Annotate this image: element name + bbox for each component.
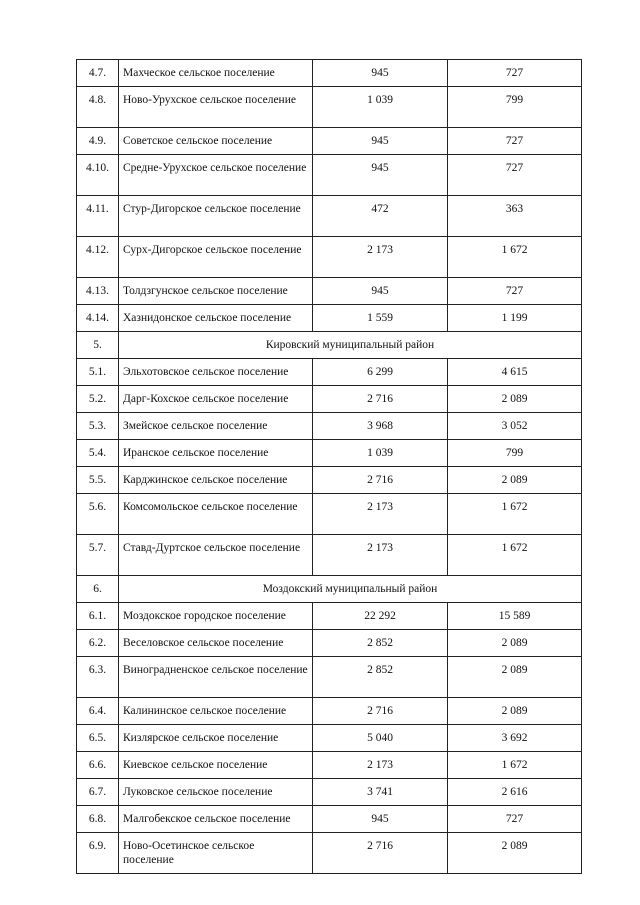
value-col-2: 1 672 (448, 752, 582, 779)
value-col-1: 1 039 (313, 87, 448, 128)
value-col-2: 15 589 (448, 603, 582, 630)
table-row (77, 779, 582, 806)
value-col-1: 472 (313, 196, 448, 237)
value-col-2: 1 672 (448, 237, 582, 278)
value-col-1: 2 716 (313, 386, 448, 413)
value-col-1: 22 292 (313, 603, 448, 630)
settlement-name: Советское сельское поселение (119, 128, 313, 155)
value-col-1: 945 (313, 278, 448, 305)
row-number: 4.12. (77, 237, 119, 278)
settlement-name: Киевское сельское поселение (119, 752, 313, 779)
value-col-1: 6 299 (313, 359, 448, 386)
settlement-name: Веселовское сельское поселение (119, 630, 313, 657)
row-number: 4.14. (77, 305, 119, 332)
settlement-name: Малгобекское сельское поселение (119, 806, 313, 833)
table-row (77, 237, 582, 278)
table-row (77, 725, 582, 752)
value-col-1: 945 (313, 60, 448, 87)
value-col-2: 3 692 (448, 725, 582, 752)
value-col-2: 2 616 (448, 779, 582, 806)
settlement-name: Моздокское городское поселение (119, 603, 313, 630)
section-number: 5. (77, 332, 119, 359)
settlement-name: Эльхотовское сельское поселение (119, 359, 313, 386)
settlement-name: Ставд-Дуртское сельское поселение (119, 535, 313, 576)
settlement-name: Иранское сельское поселение (119, 440, 313, 467)
row-number: 4.8. (77, 87, 119, 128)
value-col-1: 2 173 (313, 752, 448, 779)
row-number: 6.9. (77, 833, 119, 874)
row-number: 5.1. (77, 359, 119, 386)
table-row (77, 87, 582, 128)
settlement-name: Карджинское сельское поселение (119, 467, 313, 494)
value-col-1: 5 040 (313, 725, 448, 752)
settlement-name: Махческое сельское поселение (119, 60, 313, 87)
value-col-1: 1 559 (313, 305, 448, 332)
table-row (77, 467, 582, 494)
settlement-name: Дарг-Кохское сельское поселение (119, 386, 313, 413)
settlement-name: Комсомольское сельское поселение (119, 494, 313, 535)
row-number: 5.7. (77, 535, 119, 576)
section-number: 6. (77, 576, 119, 603)
table-row (77, 386, 582, 413)
settlement-name: Змейское сельское поселение (119, 413, 313, 440)
value-col-2: 4 615 (448, 359, 582, 386)
value-col-1: 3 741 (313, 779, 448, 806)
row-number: 6.4. (77, 698, 119, 725)
section-header-row (77, 576, 582, 603)
value-col-2: 799 (448, 87, 582, 128)
settlement-name: Луковское сельское поселение (119, 779, 313, 806)
settlement-name: Кизлярское сельское поселение (119, 725, 313, 752)
table-row (77, 60, 582, 87)
value-col-2: 727 (448, 60, 582, 87)
table-row (77, 630, 582, 657)
table-row (77, 413, 582, 440)
value-col-1: 1 039 (313, 440, 448, 467)
settlement-name: Толдзгунское сельское поселение (119, 278, 313, 305)
value-col-2: 2 089 (448, 386, 582, 413)
table-row (77, 657, 582, 698)
row-number: 4.9. (77, 128, 119, 155)
settlement-name: Сурх-Дигорское сельское поселение (119, 237, 313, 278)
settlement-name: Ново-Урухское сельское поселение (119, 87, 313, 128)
table-row (77, 494, 582, 535)
value-col-2: 799 (448, 440, 582, 467)
settlements-table (76, 59, 582, 874)
table-row (77, 535, 582, 576)
table-row (77, 305, 582, 332)
row-number: 5.3. (77, 413, 119, 440)
value-col-1: 2 852 (313, 657, 448, 698)
value-col-2: 727 (448, 806, 582, 833)
table-row (77, 278, 582, 305)
value-col-1: 945 (313, 155, 448, 196)
table-row (77, 603, 582, 630)
value-col-2: 2 089 (448, 657, 582, 698)
table-row (77, 806, 582, 833)
row-number: 6.1. (77, 603, 119, 630)
value-col-1: 2 173 (313, 237, 448, 278)
row-number: 4.13. (77, 278, 119, 305)
settlement-name: Хазнидонское сельское поселение (119, 305, 313, 332)
value-col-1: 2 173 (313, 494, 448, 535)
value-col-1: 2 716 (313, 833, 448, 874)
value-col-1: 2 852 (313, 630, 448, 657)
table-row (77, 196, 582, 237)
table-row (77, 698, 582, 725)
row-number: 5.2. (77, 386, 119, 413)
row-number: 6.7. (77, 779, 119, 806)
value-col-1: 2 173 (313, 535, 448, 576)
settlement-name: Стур-Дигорское сельское поселение (119, 196, 313, 237)
row-number: 5.5. (77, 467, 119, 494)
value-col-1: 2 716 (313, 698, 448, 725)
table-row (77, 440, 582, 467)
table-row (77, 752, 582, 779)
value-col-1: 945 (313, 806, 448, 833)
table-row (77, 833, 582, 874)
row-number: 6.2. (77, 630, 119, 657)
table-row (77, 359, 582, 386)
settlement-name: Виноградненское сельское поселение (119, 657, 313, 698)
value-col-2: 1 199 (448, 305, 582, 332)
value-col-2: 2 089 (448, 630, 582, 657)
section-header-row (77, 332, 582, 359)
value-col-2: 1 672 (448, 494, 582, 535)
value-col-2: 1 672 (448, 535, 582, 576)
row-number: 4.11. (77, 196, 119, 237)
value-col-1: 945 (313, 128, 448, 155)
value-col-2: 727 (448, 278, 582, 305)
table-row (77, 155, 582, 196)
row-number: 6.6. (77, 752, 119, 779)
section-title: Моздокский муниципальный район (119, 576, 582, 603)
value-col-2: 727 (448, 128, 582, 155)
row-number: 5.6. (77, 494, 119, 535)
row-number: 6.5. (77, 725, 119, 752)
table-row (77, 128, 582, 155)
value-col-1: 3 968 (313, 413, 448, 440)
value-col-2: 2 089 (448, 698, 582, 725)
value-col-2: 363 (448, 196, 582, 237)
value-col-2: 727 (448, 155, 582, 196)
row-number: 4.7. (77, 60, 119, 87)
value-col-2: 3 052 (448, 413, 582, 440)
value-col-2: 2 089 (448, 833, 582, 874)
row-number: 6.3. (77, 657, 119, 698)
value-col-2: 2 089 (448, 467, 582, 494)
settlement-name: Ново-Осетинское сельское поселение (119, 833, 313, 874)
row-number: 6.8. (77, 806, 119, 833)
row-number: 4.10. (77, 155, 119, 196)
settlement-name: Средне-Урухское сельское поселение (119, 155, 313, 196)
settlement-name: Калининское сельское поселение (119, 698, 313, 725)
row-number: 5.4. (77, 440, 119, 467)
value-col-1: 2 716 (313, 467, 448, 494)
section-title: Кировский муниципальный район (119, 332, 582, 359)
